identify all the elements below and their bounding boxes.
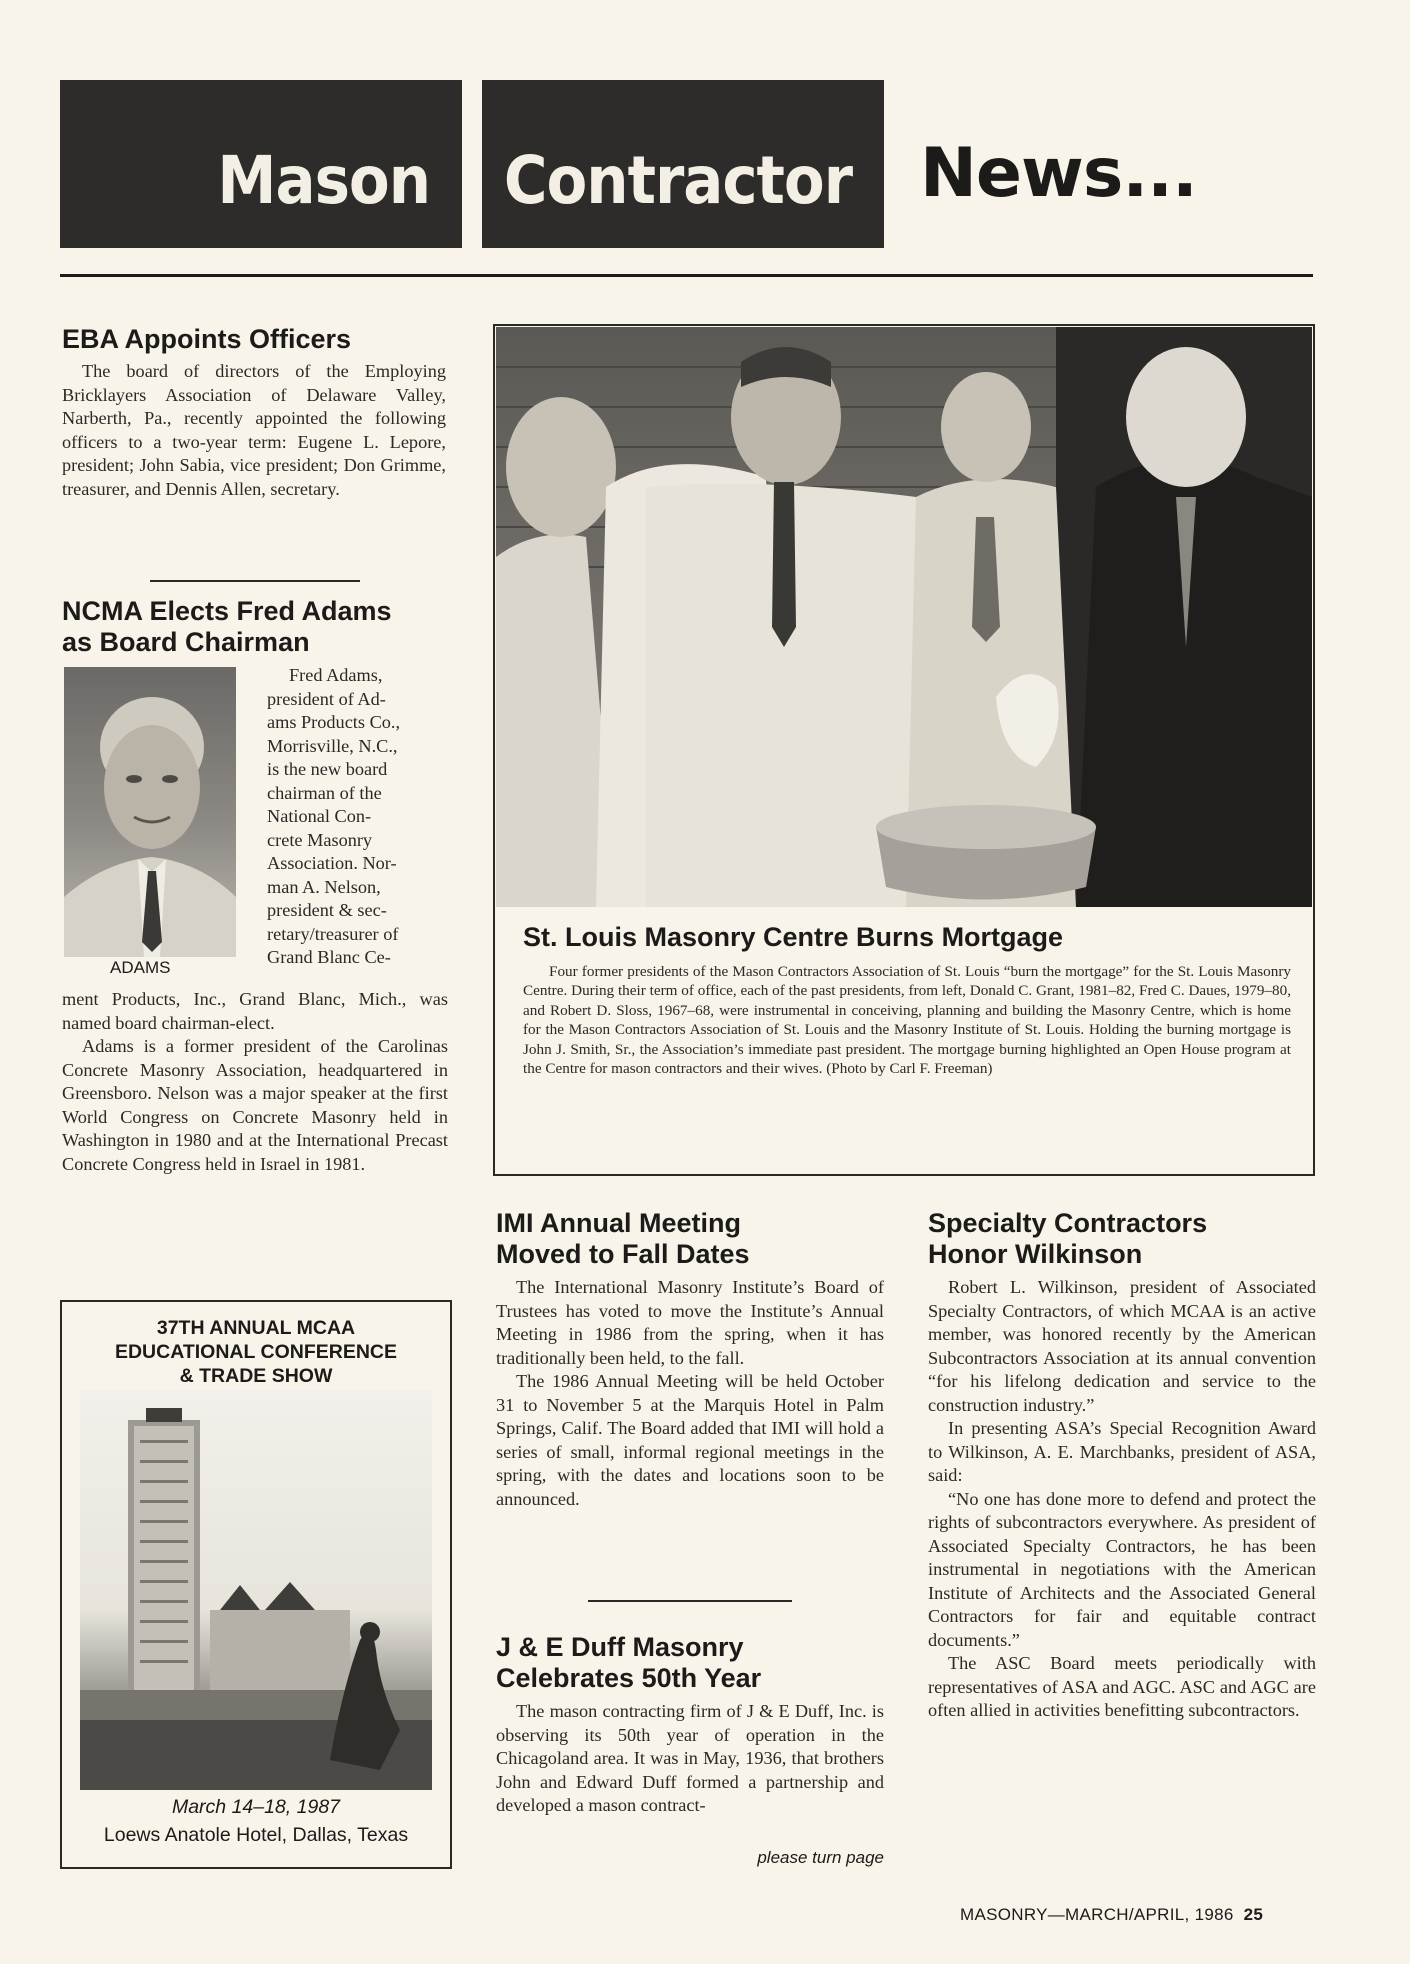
masthead-word-news: News... [920, 134, 1197, 213]
ncma-side-line: National Con- [267, 806, 372, 826]
specialty-paragraph: In presenting ASA’s Special Recognition Award to Wilkinson, A. E. Marchbanks, president of ASA, said: [928, 1418, 1316, 1485]
masthead-box-mason [60, 80, 462, 248]
stlouis-headline: St. Louis Masonry Centre Burns Mortgage [523, 922, 1064, 952]
ncma-headline-line2: as Board Chairman [62, 627, 310, 657]
eba-body [62, 360, 446, 501]
imi-headline-line2: Moved to Fall Dates [496, 1239, 750, 1269]
adams-portrait-photo [64, 667, 236, 957]
hotel-drawing [80, 1390, 432, 1790]
hotel-photo [80, 1390, 432, 1790]
ncma-paragraph: ment Products, Inc., Grand Blanc, Mich., was named board chairman-elect. [62, 989, 448, 1033]
masthead-word-mason: Mason [217, 142, 430, 219]
adams-photo-label: ADAMS [110, 958, 171, 977]
continued-note: please turn page [757, 1848, 884, 1867]
ncma-side-line: president of Ad- [267, 688, 386, 709]
conference-dates: March 14–18, 1987 [171, 1796, 341, 1818]
imi-body [496, 1276, 884, 1511]
specialty-paragraph: The ASC Board meets periodically with representatives of ASA and AGC. ASC and AGC are often allied in activities benefitting subcontractors. [928, 1653, 1316, 1720]
ncma-side-line: Morrisville, N.C., [267, 735, 398, 756]
ncma-paragraph: Adams is a former president of the Carolinas Concrete Masonry Association, headquartered in Greensboro. Nelson was a major speaker at the first World Congress on Concrete Masonry held in Washington in 1980 and at the International Precast Concrete Congress held in Israel in 1981. [62, 1036, 448, 1174]
stlouis-caption [523, 962, 1291, 1078]
page-number: 25 [1243, 1905, 1264, 1924]
stlouis-caption-paragraph: Four former presidents of the Mason Contractors Association of St. Louis “burn the mortgage” for the St. Louis Masonry Centre. During their term of office, each of the past presidents, from left, Donald C. Grant, 1981–82, Fred C. Daues, 1979–80, and Robert D. Sloss, 1967–68, were instrumental in conceiving, planning and building the Masonry Centre, which is home for the Mason Contractors Association of St. Louis and the Masonry Institute of St. Louis. Holding the burning mortgage is John J. Smith, Sr., the Association’s immediate past president. The mortgage burning highlighted an Open House program at the Centre for mason contractors and their wives. (Photo by Carl F. Freeman) [523, 963, 1291, 1078]
divider [588, 1600, 792, 1602]
eba-headline: EBA Appoints Officers [62, 324, 352, 354]
divider [150, 580, 360, 582]
masthead-box-contractor [482, 80, 884, 248]
ncma-side-line: chairman of the [267, 782, 382, 803]
conference-title-line: 37TH ANNUAL MCAA [156, 1317, 356, 1339]
duff-paragraph: The mason contracting firm of J & E Duff, Inc. is observing its 50th year of operation in the Chicagoland area. It was in May, 1936, that brothers John and Edward Duff formed a partnership and developed a mason contract- [496, 1701, 884, 1815]
duff-headline-line1: J & E Duff Masonry [496, 1632, 744, 1662]
ncma-side-line: president & sec- [267, 900, 387, 920]
conference-title [62, 1316, 450, 1388]
ncma-side-line: is the new board [267, 759, 388, 779]
duff-body [496, 1700, 884, 1818]
specialty-paragraph: “No one has done more to defend and protect the rights of subcontractors everywhere. As president of Associated Specialty Contractors, he has been instrumental in negotiations with the American Institute of Architects and the Associated General Contractors for fair and equitable contract documents.” [928, 1488, 1316, 1650]
ncma-headline-line1: NCMA Elects Fred Adams [62, 596, 392, 626]
adams-portrait-drawing [64, 667, 236, 957]
ncma-side-line: crete Masonry [267, 829, 373, 850]
eba-paragraph: The board of directors of the Employing Bricklayers Association of Delaware Valley, Narberth, Pa., recently appointed the following officers to a two-year term: Eugene L. Lepore, president; John Sabia, vice president; Don Grimme, treasurer, and Dennis Allen, secretary. [62, 361, 446, 499]
masthead-word-contractor: Contractor [503, 142, 852, 219]
ncma-side-line: Grand Blanc Ce- [267, 947, 391, 967]
page-footer [960, 1905, 1263, 1925]
mortgage-burning-drawing [496, 327, 1312, 907]
masthead-rule [60, 274, 1313, 277]
imi-paragraph: The International Masonry Institute’s Board of Trustees has voted to move the Institute’s Annual Meeting in 1986 from the spring, when it has traditionally been held, to the fall. [496, 1277, 884, 1368]
conference-title-line: & TRADE SHOW [179, 1365, 333, 1387]
ncma-side-line: Fred Adams, [289, 665, 383, 685]
mortgage-burning-photo [496, 327, 1312, 907]
specialty-headline-line2: Honor Wilkinson [928, 1239, 1143, 1269]
conference-title-line: EDUCATIONAL CONFERENCE [114, 1341, 398, 1363]
specialty-body [928, 1276, 1316, 1723]
imi-headline-line1: IMI Annual Meeting [496, 1208, 741, 1238]
ncma-side-line: retary/treasurer of [267, 923, 399, 944]
ncma-side-line: ams Products Co., [267, 712, 401, 732]
specialty-paragraph: Robert L. Wilkinson, president of Associated Specialty Contractors, of which MCAA is an active member, was honored recently by the American Subcontractors Association at its annual convention “for his lifelong dedication and service to the construction industry.” [928, 1277, 1316, 1415]
specialty-headline-line1: Specialty Contractors [928, 1208, 1208, 1238]
issue-line: MASONRY—MARCH/APRIL, 1986 [960, 1905, 1234, 1924]
duff-headline-line2: Celebrates 50th Year [496, 1663, 762, 1693]
ncma-body [62, 988, 448, 1176]
imi-paragraph: The 1986 Annual Meeting will be held October 31 to November 5 at the Marquis Hotel in Palm Springs, Calif. The Board added that IMI will hold a series of small, informal regional meetings in the spring, with the dates and locations soon to be announced. [496, 1371, 884, 1509]
conference-venue: Loews Anatole Hotel, Dallas, Texas [103, 1824, 409, 1846]
ncma-side-column [267, 664, 447, 970]
stlouis-feature-box [493, 324, 1315, 1176]
ncma-side-line: Association. Nor- [267, 853, 397, 873]
conference-ad-box [60, 1300, 452, 1869]
ncma-side-line: man A. Nelson, [267, 876, 381, 897]
